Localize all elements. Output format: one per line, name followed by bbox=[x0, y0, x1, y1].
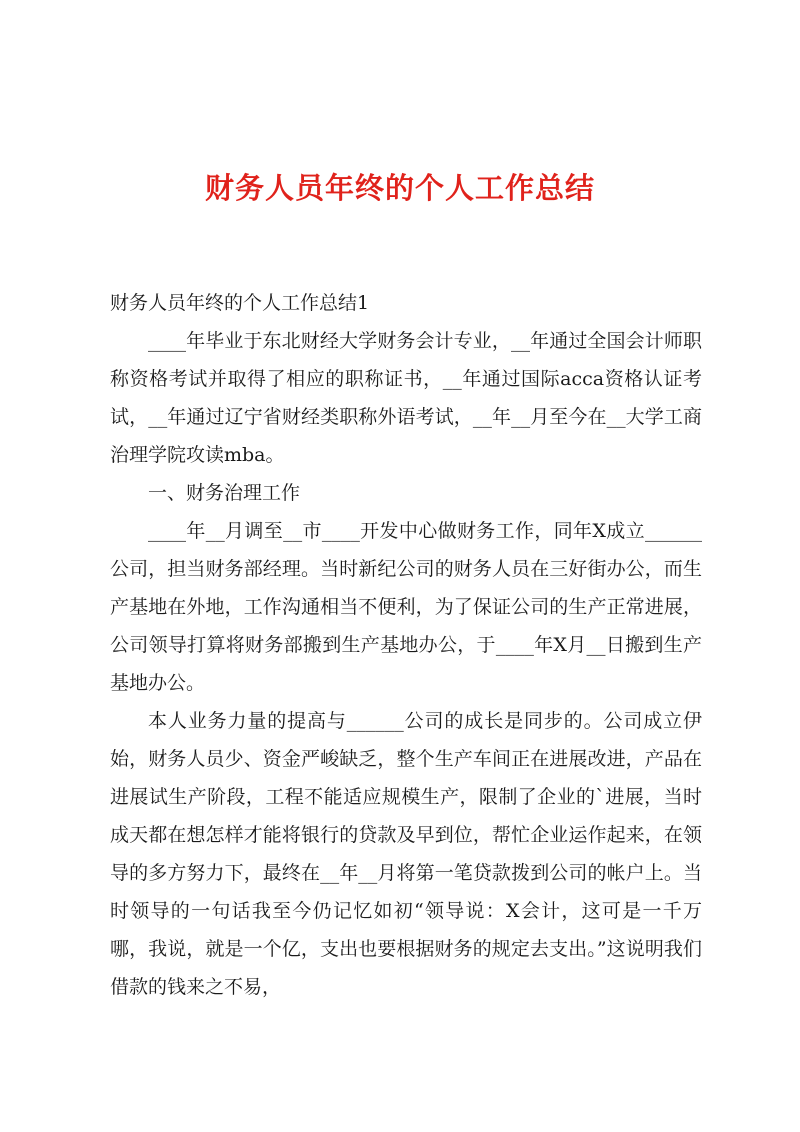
paragraph: ____年__月调至__市____开发中心做财务工作，同年X成立______公司，担当财务部经理。当时新纪公司的财务人员在三好街办公，而生产基地在外地，工作沟通相当不便利，为了保证公司的生产正常进展，公司领导打算将财务部搬到生产基地办公，于____年X月__日搬到生产基地办公。 bbox=[110, 520, 702, 694]
section-heading: 一、财务治理工作 bbox=[148, 482, 301, 504]
document-title: 财务人员年终的个人工作总结 bbox=[204, 171, 595, 205]
section-subtitle: 财务人员年终的个人工作总结1 bbox=[110, 292, 370, 314]
document-body bbox=[110, 284, 702, 1006]
paragraph: ____年毕业于东北财经大学财务会计专业，__年通过全国会计师职称资格考试并取得了相应的职称证书，__年通过国际acca资格认证考试，__年通过辽宁省财经类职称外语考试，__年__月至今在__大学工商治理学院攻读mba。 bbox=[110, 330, 702, 466]
paragraph: 本人业务力量的提高与______公司的成长是同步的。公司成立伊始，财务人员少、资金严峻缺乏，整个生产车间正在进展改进，产品在进展试生产阶段，工程不能适应规模生产，限制了企业的`进展，当时成天都在想怎样才能将银行的贷款及早到位，帮忙企业运作起来，在领导的多方努力下，最终在__年__月将第一笔贷款拨到公司的帐户上。当时领导的一句话我至今仍记忆如初“领导说：X会计，这可是一千万哪，我说，就是一个亿，支出也要根据财务的规定去支出。”这说明我们借款的钱来之不易， bbox=[110, 710, 702, 998]
